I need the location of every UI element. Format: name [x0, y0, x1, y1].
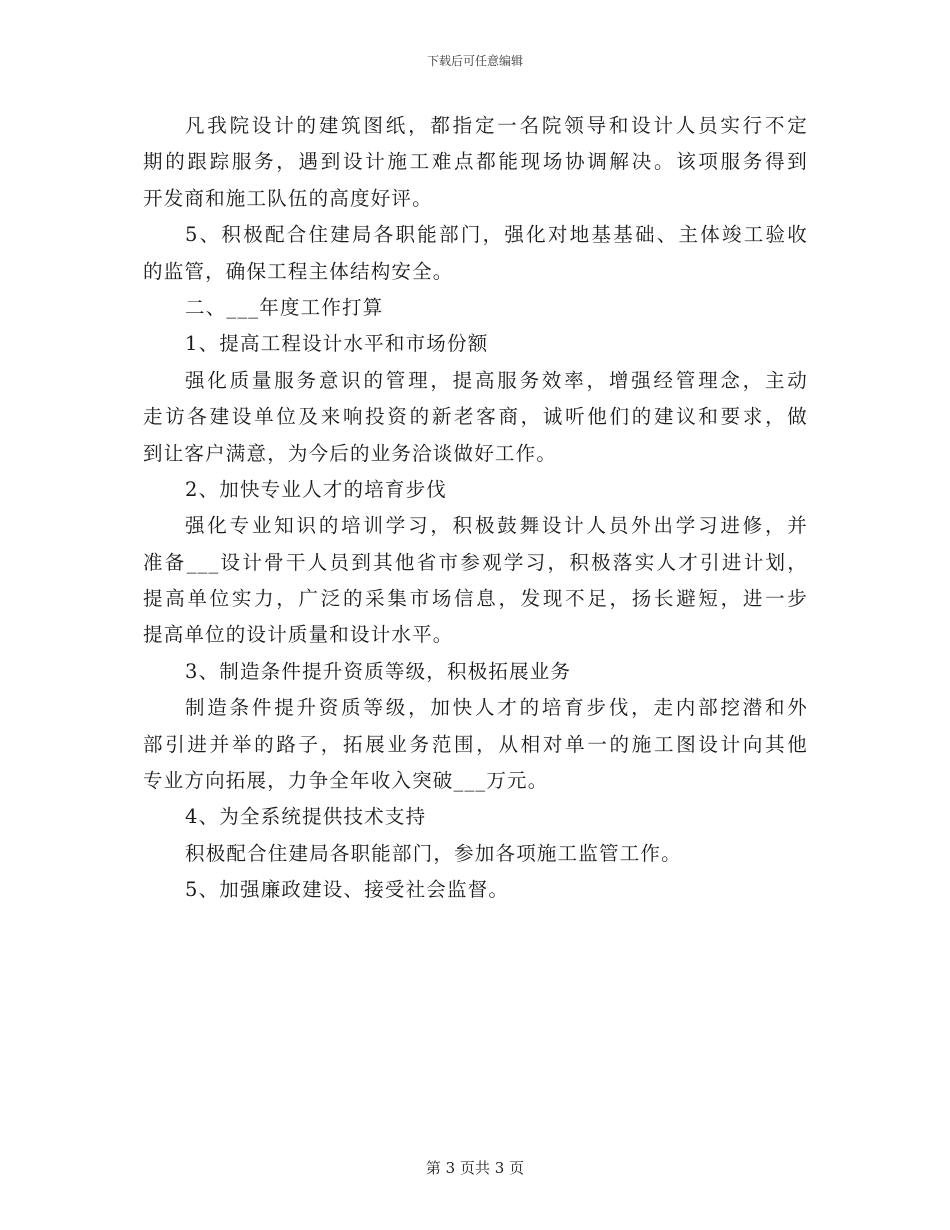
text-line: 开发商和施工队伍的高度好评。: [143, 186, 433, 210]
page-header: 下载后可任意编辑: [426, 54, 523, 68]
subsection-heading: 1、提高工程设计水平和市场份额: [185, 332, 489, 356]
subsection-heading: 5、加强廉政建设、接受社会监督。: [185, 878, 510, 902]
text-line: 的监管，确保工程主体结构安全。: [143, 259, 454, 283]
text-line: 强化质量服务意识的管理，提高服务效率，增强经管理念，主动: [185, 368, 808, 392]
text-line: 提高单位的设计质量和设计水平。: [143, 623, 454, 647]
page-footer: 第 3 页共 3 页: [425, 1159, 525, 1177]
text-line: 部引进并举的路子，拓展业务范围，从相对单一的施工图设计向其他: [143, 732, 808, 756]
text-line: 制造条件提升资质等级，加快人才的培育步伐，走内部挖潜和外: [185, 696, 808, 720]
text-line: 提高单位实力，广泛的采集市场信息，发现不足，扬长避短，进一步: [143, 587, 808, 611]
text-line: 准备___设计骨干人员到其他省市参观学习，积极落实人才引进计划，: [143, 550, 808, 574]
text-line: 到让客户满意，为今后的业务洽谈做好工作。: [143, 441, 558, 465]
text-line: 强化专业知识的培训学习，积极鼓舞设计人员外出学习进修，并: [185, 514, 808, 538]
text-line: 积极配合住建局各职能部门，参加各项施工监管工作。: [185, 841, 682, 865]
section-heading: 二、___年度工作打算: [185, 295, 384, 319]
text-line: 走访各建设单位及来响投资的新老客商，诚听他们的建议和要求，做: [143, 405, 808, 429]
text-line: 专业方向拓展，力争全年收入突破___万元。: [143, 769, 549, 793]
document-body: [143, 108, 808, 909]
text-line: 期的跟踪服务，遇到设计施工难点都能现场协调解决。该项服务得到: [143, 150, 808, 174]
text-line: 5、积极配合住建局各职能部门，强化对地基基础、主体竣工验收: [185, 223, 808, 247]
subsection-heading: 4、为全系统提供技术支持: [185, 805, 427, 829]
subsection-heading: 3、制造条件提升资质等级，积极拓展业务: [185, 659, 572, 683]
subsection-heading: 2、加快专业人才的培育步伐: [185, 477, 448, 501]
text-line: 凡我院设计的建筑图纸，都指定一名院领导和设计人员实行不定: [185, 114, 808, 137]
